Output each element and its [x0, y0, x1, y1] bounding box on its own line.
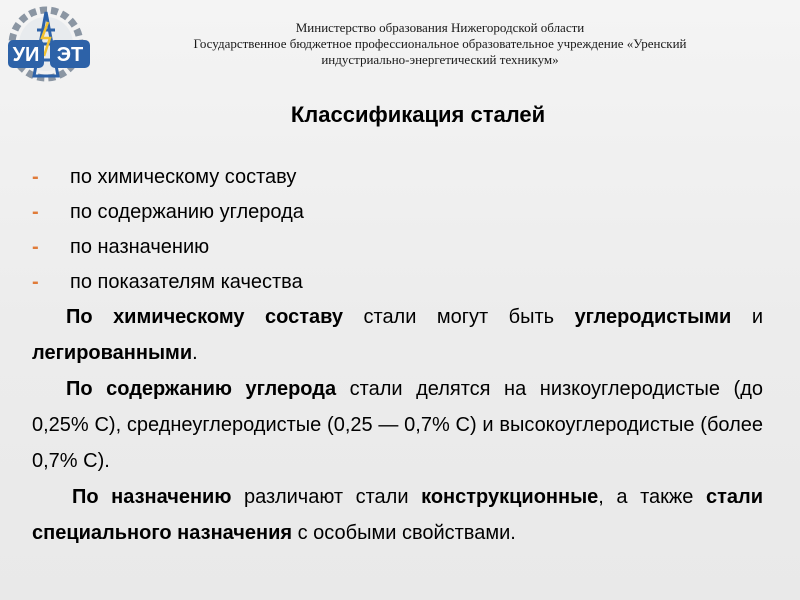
- paragraph-purpose: [32, 479, 763, 551]
- institution-header: [120, 20, 760, 68]
- list-item: [32, 265, 304, 300]
- bullet-dash: -: [32, 271, 39, 293]
- paragraph-text: и: [731, 306, 763, 328]
- paragraph-text: стали делятся на низкоуглеродистые (до 0,25% С), среднеуглеродистые (0,25 — 0,7% С) и высокоуглеродистые (более 0,7% С).: [32, 378, 764, 472]
- paragraph-text: , а также: [598, 486, 706, 508]
- list-item-text: по химическому составу: [70, 166, 297, 188]
- explanation-text: [32, 299, 763, 551]
- header-line-ministry: Министерство образования Нижегородской области: [295, 20, 585, 35]
- bullet-dash: -: [32, 201, 39, 223]
- bold-term: По химическому составу: [66, 306, 344, 328]
- list-item-text: по содержанию углерода: [70, 201, 304, 223]
- list-item: [32, 230, 304, 265]
- list-item-text: по назначению: [70, 236, 210, 258]
- classification-list: [32, 160, 304, 300]
- paragraph-text: .: [192, 342, 198, 364]
- bold-term: стали специального назначения: [32, 486, 763, 544]
- paragraph-text: различают стали: [231, 486, 422, 508]
- list-item-text: по показателям качества: [70, 271, 303, 293]
- list-item: [32, 195, 304, 230]
- list-item: [32, 160, 304, 195]
- bold-term: углеродистыми: [574, 306, 732, 328]
- slide-title: Классификация сталей: [290, 102, 546, 127]
- bold-term: По назначению: [72, 486, 232, 508]
- paragraph-text: стали могут быть: [343, 306, 575, 328]
- bullet-dash: -: [32, 166, 39, 188]
- logo-right-text: ЭТ: [56, 44, 84, 66]
- paragraph-carbon-content: [32, 371, 763, 479]
- paragraph-chemical-composition: [32, 299, 763, 371]
- paragraph-text: с особыми свойствами.: [292, 522, 516, 544]
- header-line-institution-cont: индустриально-энергетический техникум»: [321, 52, 559, 67]
- bold-term: конструкционные: [421, 486, 599, 508]
- bold-term: По содержанию углерода: [66, 378, 337, 400]
- bold-term: легированными: [32, 342, 193, 364]
- header-line-institution: Государственное бюджетное профессиональное образовательное учреждение «Уренский: [193, 36, 687, 51]
- bullet-dash: -: [32, 236, 39, 258]
- logo-left-text: УИ: [12, 44, 40, 66]
- college-logo: [4, 4, 128, 86]
- gear-tower-icon: [4, 4, 128, 86]
